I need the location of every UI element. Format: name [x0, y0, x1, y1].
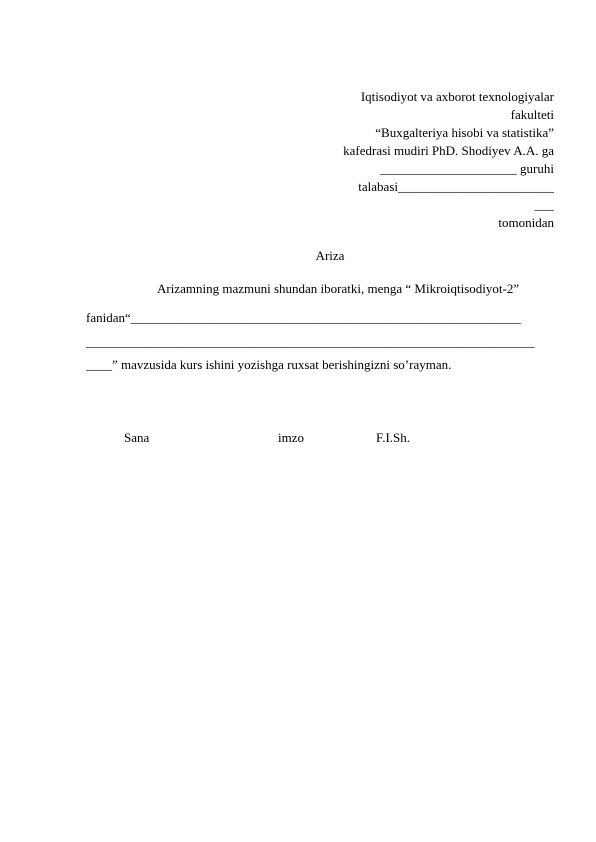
body-line-4: ____” mavzusida kurs ishini yozishga ruxsat berishingizni so’rayman.	[86, 357, 452, 372]
sender-line-blank: ___	[534, 197, 554, 212]
addressee-line-department: “Buxgalteriya hisobi va statistika”	[375, 125, 554, 140]
addressee-line-faculty: Iqtisodiyot va axborot texnologiyalar	[360, 89, 554, 104]
body-line-1: Arizamning mazmuni shundan iboratki, menga “ Mikroiqtisodiyot-2”	[157, 281, 520, 296]
document-title: Ariza	[315, 248, 345, 263]
addressee-line-faculty-word: fakulteti	[510, 107, 554, 122]
signature-sign-label: imzo	[278, 430, 304, 445]
addressee-block	[234, 88, 554, 232]
sender-line-group: _____________________ guruhi	[380, 161, 554, 176]
signature-name-label: F.I.Sh.	[376, 430, 410, 445]
body-line-3: _____________________________________________________________________	[86, 334, 535, 349]
body-line-2: fanidan“____________________________________________________________	[86, 310, 521, 325]
sender-line-from: tomonidan	[498, 215, 554, 230]
sender-line-student: talabasi________________________	[358, 179, 554, 194]
addressee-line-head: kafedrasi mudiri PhD. Shodiyev A.A. ga	[343, 143, 554, 158]
signature-date-label: Sana	[124, 430, 150, 445]
